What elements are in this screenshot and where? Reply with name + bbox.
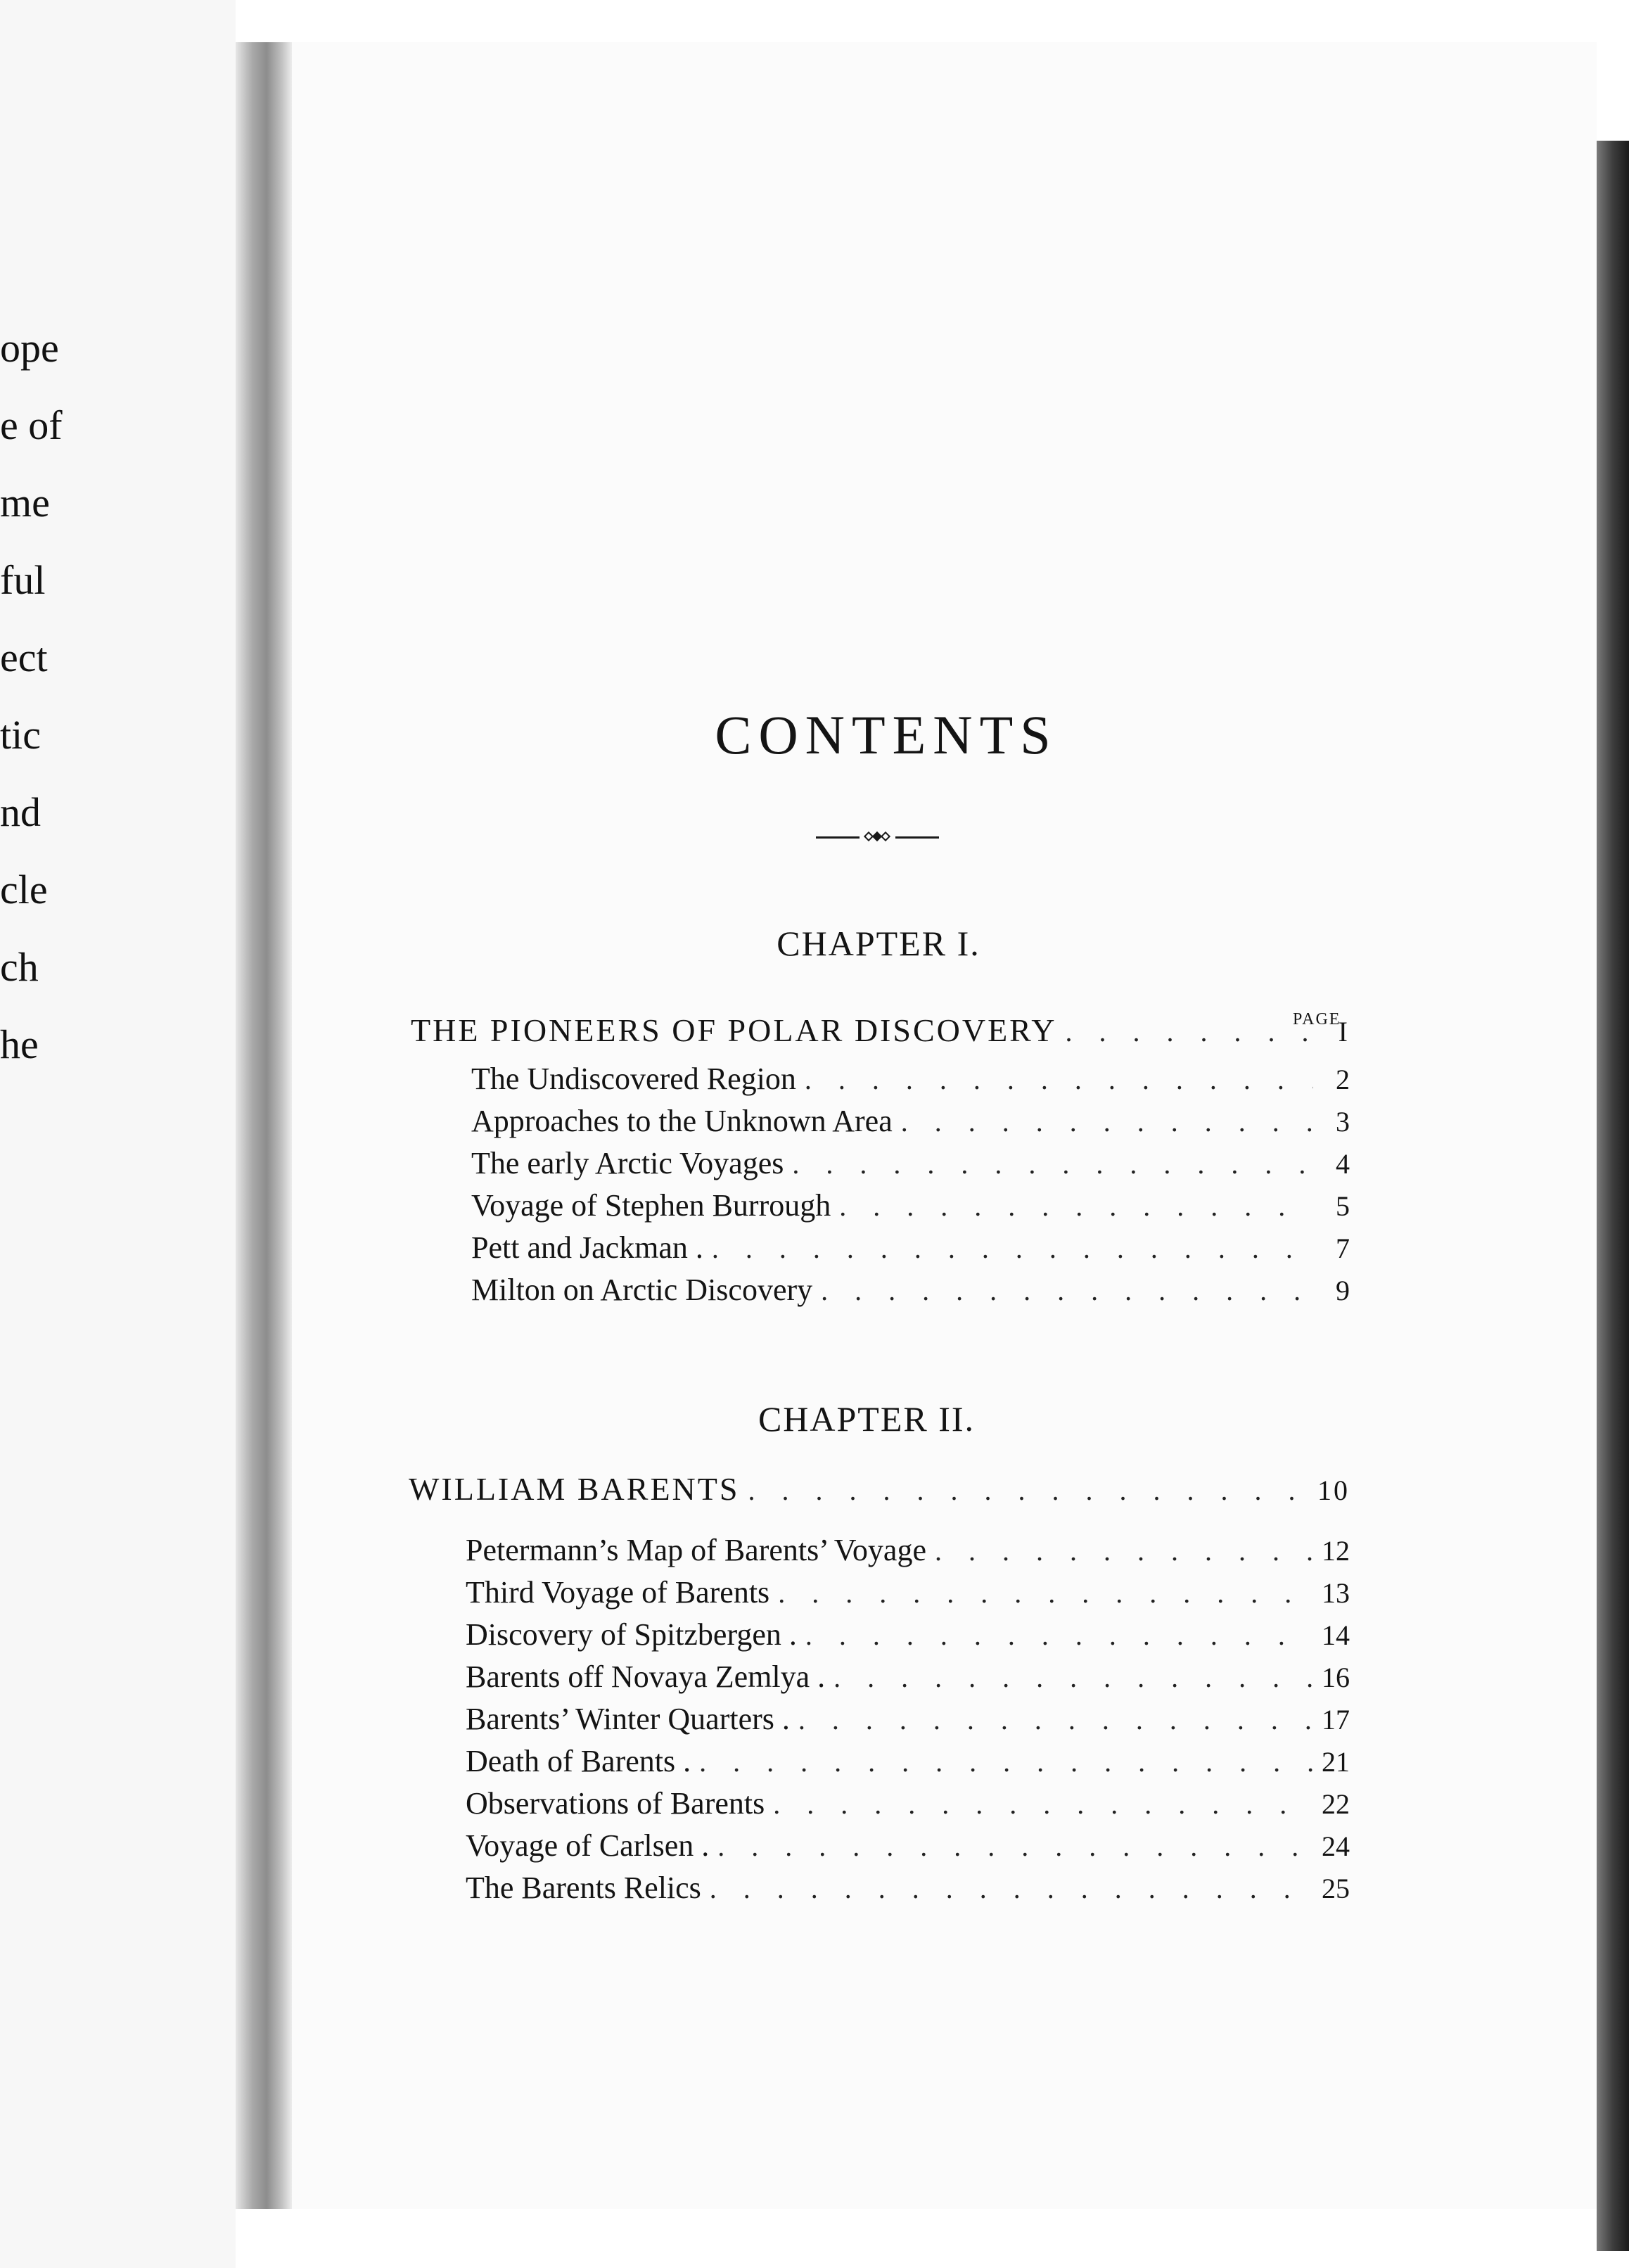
toc-entry[interactable] xyxy=(466,1828,1350,1870)
toc-entry-title: Barents’ Winter Quarters . xyxy=(466,1702,790,1736)
left-line-fragment: nd xyxy=(0,789,41,835)
dot-leader xyxy=(792,1147,1313,1180)
toc-page-number: 22 xyxy=(1322,1788,1350,1820)
toc-chapter-title-text: THE PIONEERS OF POLAR DISCOVERY xyxy=(411,1012,1057,1048)
toc-page-number: 9 xyxy=(1336,1275,1350,1306)
toc-page-number: 21 xyxy=(1322,1746,1350,1778)
dot-leader xyxy=(699,1745,1313,1778)
toc-page-number: 4 xyxy=(1336,1148,1350,1180)
toc-entry-title: Discovery of Spitzbergen . xyxy=(466,1617,797,1652)
toc-entry[interactable] xyxy=(466,1870,1350,1912)
toc-entry[interactable] xyxy=(466,1785,1350,1828)
left-line-fragment: tic xyxy=(0,712,41,758)
toc-page-number: 17 xyxy=(1322,1704,1350,1735)
toc-entry-title: Barents off Novaya Zemlya . xyxy=(466,1659,826,1694)
toc-page-number: 25 xyxy=(1322,1873,1350,1904)
toc-entry-title: Pett and Jackman . xyxy=(471,1230,703,1265)
dot-leader xyxy=(710,1872,1313,1905)
chapter-heading: CHAPTER I. xyxy=(777,924,980,963)
dot-leader xyxy=(901,1105,1313,1138)
dot-leader xyxy=(778,1576,1313,1610)
dot-leader xyxy=(805,1063,1313,1096)
left-line-fragment: ch xyxy=(0,944,39,990)
contents-title: CONTENTS xyxy=(715,704,1058,765)
toc-entry-title: Voyage of Stephen Burrough xyxy=(471,1188,831,1223)
dot-leader xyxy=(1066,1015,1313,1048)
toc-page-number: 16 xyxy=(1322,1662,1350,1693)
toc-chapter-title[interactable] xyxy=(411,1012,1350,1054)
left-line-fragment: ful xyxy=(0,557,46,603)
dot-leader xyxy=(712,1232,1313,1265)
dot-leader xyxy=(748,1474,1309,1507)
toc-entry[interactable] xyxy=(466,1659,1350,1701)
toc-entry-title: The early Arctic Voyages xyxy=(471,1146,784,1180)
toc-entry[interactable] xyxy=(466,1701,1350,1743)
left-line-fragment: ope xyxy=(0,325,59,371)
chapter-heading: CHAPTER II. xyxy=(758,1399,976,1439)
toc-entry[interactable] xyxy=(466,1532,1350,1574)
page-edge-shadow xyxy=(1597,141,1629,2251)
toc-chapter-title-text: WILLIAM BARENTS xyxy=(409,1471,740,1507)
toc-page-number: 5 xyxy=(1336,1190,1350,1222)
toc-entry-title: Milton on Arctic Discovery xyxy=(471,1273,813,1307)
toc-page-number: 24 xyxy=(1322,1830,1350,1862)
left-page-text xyxy=(0,310,84,1083)
toc-entry[interactable] xyxy=(471,1187,1350,1230)
ornament-diamond xyxy=(881,832,890,841)
toc-entry[interactable] xyxy=(471,1061,1350,1103)
ornament-line xyxy=(895,836,939,839)
dot-leader xyxy=(798,1703,1313,1736)
toc-entry[interactable] xyxy=(466,1617,1350,1659)
dot-leader xyxy=(935,1534,1313,1567)
toc-chapter-title[interactable] xyxy=(409,1470,1350,1512)
toc-page-number: 2 xyxy=(1336,1064,1350,1095)
toc-page-number: 13 xyxy=(1322,1577,1350,1609)
toc-page-number: 14 xyxy=(1322,1619,1350,1651)
toc-page-number: I xyxy=(1338,1016,1350,1047)
toc-page-number: 12 xyxy=(1322,1535,1350,1567)
toc-entry-title: Voyage of Carlsen . xyxy=(466,1828,710,1863)
toc-entry[interactable] xyxy=(466,1574,1350,1617)
ornament-line xyxy=(816,836,860,839)
toc-entry-title: The Barents Relics xyxy=(466,1871,701,1905)
toc-entry[interactable] xyxy=(471,1272,1350,1314)
toc-entry-title: The Undiscovered Region xyxy=(471,1062,796,1096)
toc-entry-title: Petermann’s Map of Barents’ Voyage xyxy=(466,1533,926,1567)
dot-leader xyxy=(773,1788,1313,1821)
left-line-fragment: he xyxy=(0,1021,39,1067)
toc-page-number: 7 xyxy=(1336,1232,1350,1264)
dot-leader xyxy=(821,1274,1313,1307)
left-line-fragment: cle xyxy=(0,867,48,912)
toc-entry[interactable] xyxy=(471,1230,1350,1272)
page-column-label: PAGE xyxy=(1293,1010,1341,1028)
toc-entry-title: Third Voyage of Barents xyxy=(466,1575,770,1610)
toc-entry-title: Death of Barents . xyxy=(466,1744,691,1778)
book-gutter-shadow xyxy=(236,42,292,2209)
toc-entry[interactable] xyxy=(466,1743,1350,1785)
toc-page-number: 10 xyxy=(1317,1474,1350,1506)
left-line-fragment: e of xyxy=(0,402,63,448)
toc-entry[interactable] xyxy=(471,1103,1350,1145)
toc-entry[interactable] xyxy=(471,1145,1350,1187)
ornament-divider xyxy=(816,832,939,842)
toc-entry-title: Approaches to the Unknown Area xyxy=(471,1104,893,1138)
left-page xyxy=(0,0,236,2268)
dot-leader xyxy=(805,1619,1313,1652)
left-line-fragment: me xyxy=(0,480,50,525)
left-line-fragment: ect xyxy=(0,635,48,680)
dot-leader xyxy=(839,1190,1313,1223)
toc-entry-title: Observations of Barents xyxy=(466,1786,765,1821)
dot-leader xyxy=(833,1661,1313,1694)
toc-page-number: 3 xyxy=(1336,1106,1350,1138)
dot-leader xyxy=(717,1830,1313,1863)
